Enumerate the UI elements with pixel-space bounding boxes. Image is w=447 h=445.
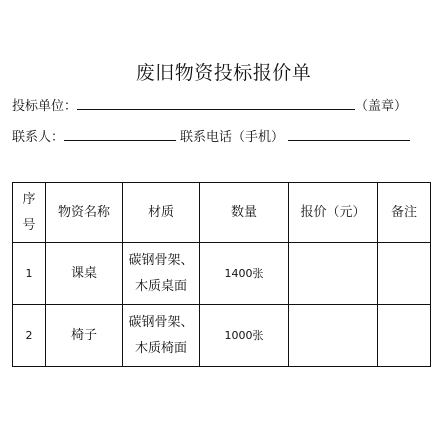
row-material <box>123 243 200 305</box>
document-title: 废旧物资投标报价单 <box>135 62 312 84</box>
phone-label: 联系电话（手机） <box>180 130 285 145</box>
row-material-line2: 木质桌面 <box>134 278 187 294</box>
seal-note: （盖章） <box>355 99 408 114</box>
header-remark: 备注 <box>378 183 431 243</box>
header-name: 物资名称 <box>46 183 123 243</box>
table-row <box>13 305 431 367</box>
header-seq <box>13 183 46 243</box>
row-material-line1: 碳钢骨架、 <box>128 314 194 330</box>
row-name: 课桌 <box>46 243 123 305</box>
phone-blank-line <box>288 127 410 141</box>
row-material-line2: 木质椅面 <box>134 340 187 356</box>
table-header-row <box>13 183 431 243</box>
row-seq: 2 <box>13 305 46 367</box>
header-seq-line2: 号 <box>22 217 36 233</box>
header-quantity: 数量 <box>200 183 289 243</box>
contact-label: 联系人： <box>12 130 65 145</box>
quote-table <box>12 182 431 367</box>
row-quantity: 1000张 <box>200 305 289 367</box>
row-material <box>123 305 200 367</box>
row-name: 椅子 <box>46 305 123 367</box>
bidder-row <box>12 96 407 115</box>
row-seq: 1 <box>13 243 46 305</box>
row-price-cell[interactable] <box>289 243 378 305</box>
header-price: 报价（元） <box>289 183 378 243</box>
row-material-line1: 碳钢骨架、 <box>128 252 194 268</box>
header-seq-line1: 序 <box>22 191 36 207</box>
row-remark-cell[interactable] <box>378 243 431 305</box>
row-remark-cell[interactable] <box>378 305 431 367</box>
bidder-blank-line <box>77 96 355 110</box>
contact-row <box>12 127 410 146</box>
row-quantity: 1400张 <box>200 243 289 305</box>
row-price-cell[interactable] <box>289 305 378 367</box>
header-material: 材质 <box>123 183 200 243</box>
contact-blank-line <box>64 127 176 141</box>
bidder-label: 投标单位： <box>12 99 78 114</box>
table-row <box>13 243 431 305</box>
